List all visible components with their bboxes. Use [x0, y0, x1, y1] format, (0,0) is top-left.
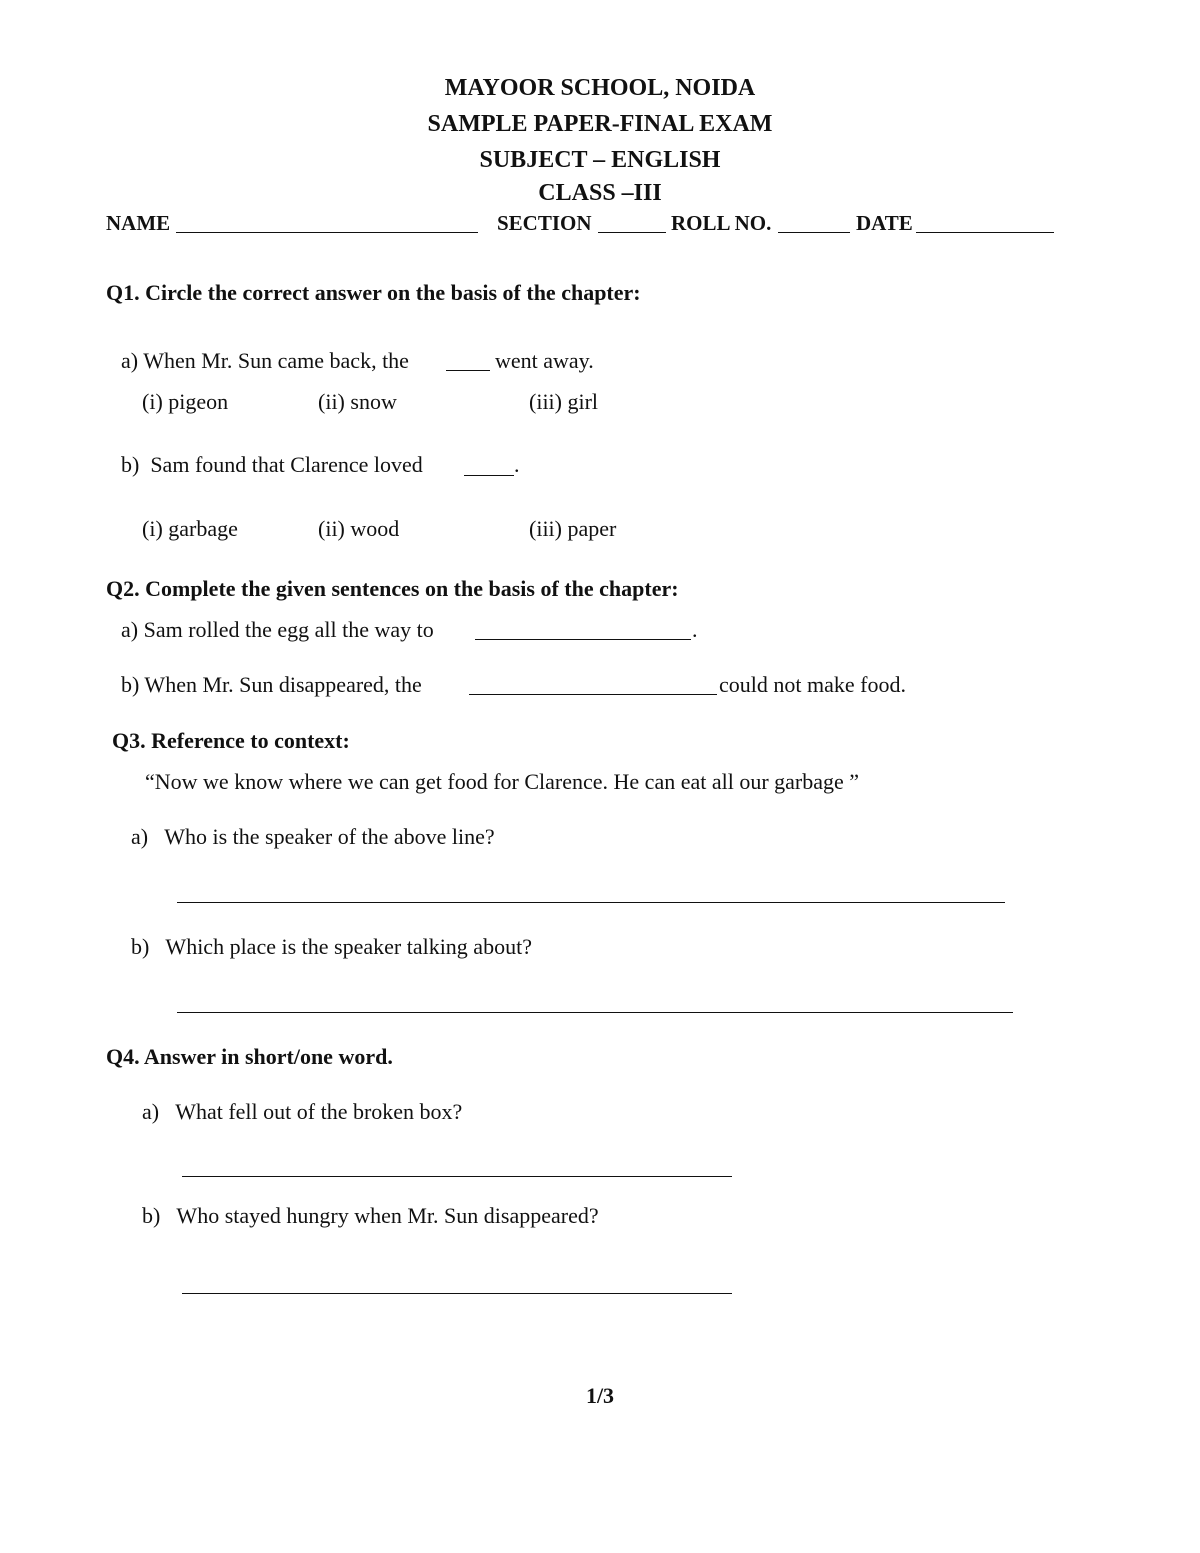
q1b-stem-before: b) Sam found that Clarence loved — [121, 452, 423, 477]
subject-title: SUBJECT – ENGLISH — [479, 147, 721, 173]
q2-heading: Q2. Complete the given sentences on the basis of the chapter: — [106, 576, 679, 601]
q3a-question: a) Who is the speaker of the above line? — [131, 824, 495, 849]
q3-heading: Q3. Reference to context: — [112, 728, 350, 753]
q3-quote: “Now we know where we can get food for Clarence. He can eat all our garbage ” — [145, 769, 860, 794]
exam-title: SAMPLE PAPER-FINAL EXAM — [427, 111, 773, 137]
section-blank[interactable] — [598, 232, 666, 233]
q2b-blank[interactable] — [469, 694, 717, 695]
date-label: DATE — [856, 211, 913, 235]
section-label: SECTION — [497, 211, 592, 235]
q2a-blank[interactable] — [475, 639, 691, 640]
q2a-after: . — [692, 617, 698, 642]
q1b-blank — [464, 475, 514, 476]
q1-heading: Q1. Circle the correct answer on the basis of the chapter: — [106, 280, 641, 305]
class-title: CLASS –III — [538, 180, 662, 206]
q4a-question: a) What fell out of the broken box? — [142, 1099, 463, 1124]
name-label: NAME — [106, 211, 171, 235]
date-blank[interactable] — [916, 232, 1054, 233]
q4b-question: b) Who stayed hungry when Mr. Sun disappeared? — [142, 1203, 599, 1228]
q1b-option-1[interactable]: (i) garbage — [142, 516, 238, 541]
q2b-after: could not make food. — [719, 672, 906, 697]
q1a-stem-before: a) When Mr. Sun came back, the — [121, 348, 409, 373]
school-name: MAYOOR SCHOOL, NOIDA — [444, 75, 756, 101]
name-blank[interactable] — [176, 232, 478, 233]
q1b-stem-after: . — [514, 452, 520, 477]
q1b-option-3[interactable]: (iii) paper — [529, 516, 617, 541]
q1a-option-3[interactable]: (iii) girl — [529, 389, 599, 414]
q1a-option-1[interactable]: (i) pigeon — [142, 389, 229, 414]
q2a-before: a) Sam rolled the egg all the way to — [121, 617, 434, 642]
q4b-answer-line[interactable] — [182, 1293, 732, 1294]
q3a-answer-line[interactable] — [177, 902, 1005, 903]
q3b-answer-line[interactable] — [177, 1012, 1013, 1013]
q1a-stem-after: went away. — [495, 348, 594, 373]
page-number: 1/3 — [585, 1383, 615, 1408]
q2b-before: b) When Mr. Sun disappeared, the — [121, 672, 422, 697]
q3b-question: b) Which place is the speaker talking about? — [131, 934, 532, 959]
q4a-answer-line[interactable] — [182, 1176, 732, 1177]
roll-blank[interactable] — [778, 232, 850, 233]
q4-heading: Q4. Answer in short/one word. — [106, 1044, 393, 1069]
q1b-option-2[interactable]: (ii) wood — [318, 516, 400, 541]
q1a-blank — [446, 370, 490, 371]
roll-label: ROLL NO. — [671, 211, 772, 235]
q1a-option-2[interactable]: (ii) snow — [318, 389, 397, 414]
